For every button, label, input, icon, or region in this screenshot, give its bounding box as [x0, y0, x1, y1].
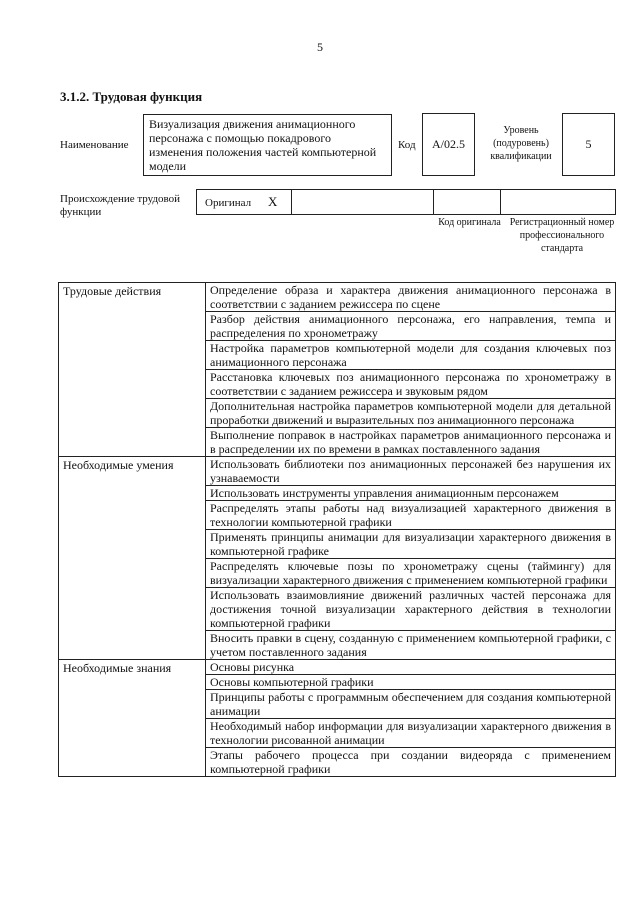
section-item: Расстановка ключевых поз анимационного персонажа по хронометражу в соответствии с заданием режиссера и звуковым рядом	[206, 370, 616, 399]
section-title: 3.1.2. Трудовая функция	[60, 89, 203, 104]
section-item: Определение образа и характера движения анимационного персонажа в соответствии с заданием режиссера по сцене	[206, 283, 616, 312]
origin-borrowed-cell	[292, 190, 434, 214]
section-category: Необходимые знания	[59, 660, 206, 777]
function-details-table	[58, 282, 616, 777]
reg-number-cell	[501, 190, 615, 214]
qualification-level: 5	[562, 113, 615, 176]
reg-number-label: Регистрационный номер профессионального стандарта	[509, 217, 615, 254]
section-item: Этапы рабочего процесса при создании видеоряда с применением компьютерной графики	[206, 748, 616, 777]
section-category: Трудовые действия	[59, 283, 206, 457]
section-item: Распределять этапы работы над визуализацией характерного движения в технологии компьютерной графики	[206, 501, 616, 530]
section-item: Настройка параметров компьютерной модели для создания ключевых поз анимационного персонажа	[206, 341, 616, 370]
origin-label: Происхождение трудовой функции	[60, 193, 181, 218]
table-row	[59, 283, 616, 312]
section-item: Вносить правки в сцену, созданную с применением компьютерной графики, с учетом поставленного задания	[206, 631, 616, 660]
original-label: Оригинал	[205, 197, 252, 209]
code-label: Код	[398, 139, 416, 151]
level-label: Уровень (подуровень) квалификации	[490, 125, 552, 162]
section-item: Выполнение поправок в настройках параметров анимационного персонажа и в распределении их по времени в рамках поставленного задания	[206, 428, 616, 457]
section-item: Распределять ключевые позы по хронометражу сцены (таймингу) для визуализации характерного движения с применением компьютерной графики	[206, 559, 616, 588]
section-item: Дополнительная настройка параметров компьютерной модели для детальной проработки движений и выразительных поз анимационного персонажа	[206, 399, 616, 428]
code-original-cell	[434, 190, 501, 214]
section-item: Применять принципы анимации для визуализации характерного движения в компьютерной графике	[206, 530, 616, 559]
function-code: A/02.5	[422, 113, 475, 176]
section-item: Основы рисунка	[206, 660, 616, 675]
table-row	[59, 660, 616, 675]
page-number: 5	[317, 40, 323, 54]
function-name: Визуализация движения анимационного персонажа с помощью покадрового изменения положения частей компьютерной модели	[143, 114, 392, 176]
code-original-label: Код оригинала	[438, 217, 501, 228]
section-item: Принципы работы с программным обеспечением для создания компьютерной анимации	[206, 690, 616, 719]
section-item: Основы компьютерной графики	[206, 675, 616, 690]
section-item: Необходимый набор информации для визуализации характерного движения в технологии рисованной анимации	[206, 719, 616, 748]
name-label: Наименование	[60, 139, 129, 151]
origin-row	[196, 189, 616, 215]
section-category: Необходимые умения	[59, 457, 206, 660]
original-mark: X	[268, 194, 278, 209]
section-item: Использовать инструменты управления анимационным персонажем	[206, 486, 616, 501]
table-row	[59, 457, 616, 486]
origin-original-cell	[197, 190, 292, 214]
section-item: Использовать взаимовлияние движений различных частей персонажа для достижения точной визуализации характерного действия в технологии компьютерной графики	[206, 588, 616, 631]
section-item: Разбор действия анимационного персонажа, его направления, темпа и распределения по хронометражу	[206, 312, 616, 341]
section-item: Использовать библиотеки поз анимационных персонажей без нарушения их узнаваемости	[206, 457, 616, 486]
